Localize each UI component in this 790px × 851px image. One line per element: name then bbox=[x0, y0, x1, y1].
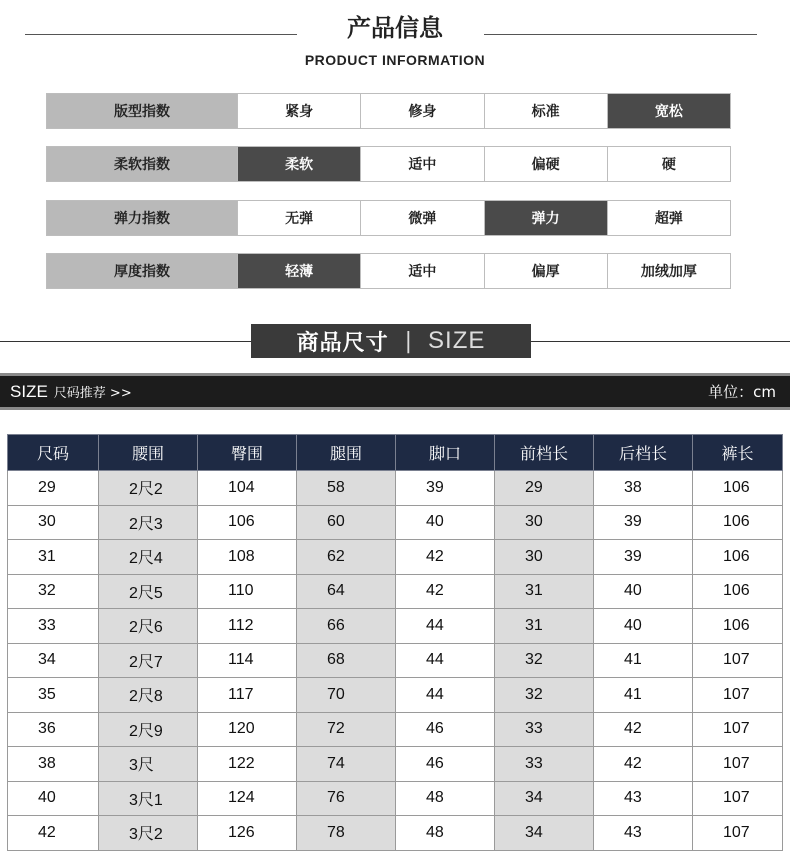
table-cell: 30 bbox=[495, 540, 594, 575]
table-cell: 2尺3 bbox=[99, 505, 198, 540]
table-cell: 33 bbox=[495, 712, 594, 747]
table-cell: 72 bbox=[297, 712, 396, 747]
table-cell: 44 bbox=[396, 678, 495, 713]
attr-option: 修身 bbox=[361, 94, 484, 128]
table-cell: 42 bbox=[594, 747, 693, 782]
size-table bbox=[7, 434, 783, 851]
column-header: 前档长 bbox=[495, 435, 594, 471]
table-cell: 107 bbox=[693, 781, 783, 816]
table-cell: 42 bbox=[594, 712, 693, 747]
table-cell: 40 bbox=[594, 574, 693, 609]
table-cell: 32 bbox=[495, 643, 594, 678]
table-cell: 48 bbox=[396, 781, 495, 816]
table-cell: 42 bbox=[8, 816, 99, 851]
table-cell: 106 bbox=[693, 574, 783, 609]
size-line-left bbox=[0, 341, 251, 342]
table-cell: 48 bbox=[396, 816, 495, 851]
table-cell: 41 bbox=[594, 678, 693, 713]
table-cell: 31 bbox=[8, 540, 99, 575]
table-cell: 44 bbox=[396, 609, 495, 644]
table-cell: 38 bbox=[594, 471, 693, 506]
table-row bbox=[8, 540, 783, 575]
attr-label: 版型指数 bbox=[47, 94, 238, 128]
table-cell: 117 bbox=[198, 678, 297, 713]
table-cell: 36 bbox=[8, 712, 99, 747]
table-cell: 44 bbox=[396, 643, 495, 678]
table-cell: 2尺7 bbox=[99, 643, 198, 678]
table-cell: 3尺1 bbox=[99, 781, 198, 816]
table-cell: 64 bbox=[297, 574, 396, 609]
table-cell: 39 bbox=[396, 471, 495, 506]
table-row bbox=[8, 747, 783, 782]
table-cell: 107 bbox=[693, 747, 783, 782]
size-band bbox=[0, 373, 790, 410]
attr-option: 超弹 bbox=[608, 201, 730, 235]
table-cell: 107 bbox=[693, 643, 783, 678]
table-row bbox=[8, 505, 783, 540]
attr-row-elasticity bbox=[46, 200, 731, 236]
attr-label: 厚度指数 bbox=[47, 254, 238, 288]
table-cell: 3尺 bbox=[99, 747, 198, 782]
table-cell: 110 bbox=[198, 574, 297, 609]
table-cell: 106 bbox=[693, 471, 783, 506]
table-row bbox=[8, 574, 783, 609]
table-cell: 107 bbox=[693, 678, 783, 713]
table-cell: 43 bbox=[594, 816, 693, 851]
column-header: 脚口 bbox=[396, 435, 495, 471]
table-row bbox=[8, 678, 783, 713]
table-cell: 33 bbox=[495, 747, 594, 782]
size-title-cn: 商品尺寸 bbox=[296, 330, 389, 356]
table-cell: 106 bbox=[693, 609, 783, 644]
table-cell: 46 bbox=[396, 712, 495, 747]
table-cell: 104 bbox=[198, 471, 297, 506]
table-cell: 106 bbox=[198, 505, 297, 540]
table-cell: 34 bbox=[495, 816, 594, 851]
attr-option: 无弹 bbox=[238, 201, 361, 235]
table-cell: 106 bbox=[693, 505, 783, 540]
table-cell: 43 bbox=[594, 781, 693, 816]
table-cell: 124 bbox=[198, 781, 297, 816]
table-row bbox=[8, 712, 783, 747]
table-cell: 38 bbox=[8, 747, 99, 782]
attr-option: 偏厚 bbox=[485, 254, 608, 288]
attr-option: 标准 bbox=[485, 94, 608, 128]
table-cell: 39 bbox=[594, 505, 693, 540]
attr-option: 加绒加厚 bbox=[608, 254, 730, 288]
column-header: 裤长 bbox=[693, 435, 783, 471]
size-table-body bbox=[8, 471, 783, 851]
table-row bbox=[8, 609, 783, 644]
table-cell: 60 bbox=[297, 505, 396, 540]
table-row bbox=[8, 816, 783, 851]
band-recommend-label: 尺码推荐 >> bbox=[53, 385, 132, 401]
attr-option: 适中 bbox=[361, 254, 484, 288]
table-cell: 2尺6 bbox=[99, 609, 198, 644]
attr-option: 弹力 bbox=[485, 201, 608, 235]
table-cell: 31 bbox=[495, 609, 594, 644]
page-subtitle: PRODUCT INFORMATION bbox=[304, 52, 486, 68]
attr-label: 弹力指数 bbox=[47, 201, 238, 235]
size-title-separator: | bbox=[404, 328, 413, 354]
table-cell: 74 bbox=[297, 747, 396, 782]
table-cell: 58 bbox=[297, 471, 396, 506]
table-cell: 30 bbox=[8, 505, 99, 540]
table-cell: 32 bbox=[8, 574, 99, 609]
attr-option: 微弹 bbox=[361, 201, 484, 235]
table-cell: 33 bbox=[8, 609, 99, 644]
size-line-right bbox=[531, 341, 790, 342]
table-cell: 35 bbox=[8, 678, 99, 713]
table-cell: 2尺8 bbox=[99, 678, 198, 713]
table-cell: 126 bbox=[198, 816, 297, 851]
table-cell: 32 bbox=[495, 678, 594, 713]
table-cell: 42 bbox=[396, 574, 495, 609]
table-cell: 112 bbox=[198, 609, 297, 644]
attr-option: 柔软 bbox=[238, 147, 361, 181]
size-title-en: SIZE bbox=[428, 327, 486, 354]
table-cell: 3尺2 bbox=[99, 816, 198, 851]
attr-row-softness bbox=[46, 146, 731, 182]
table-cell: 70 bbox=[297, 678, 396, 713]
table-cell: 30 bbox=[495, 505, 594, 540]
table-row bbox=[8, 643, 783, 678]
column-header: 腰围 bbox=[99, 435, 198, 471]
table-cell: 29 bbox=[495, 471, 594, 506]
table-cell: 41 bbox=[594, 643, 693, 678]
table-cell: 106 bbox=[693, 540, 783, 575]
band-size-label: SIZE bbox=[10, 381, 48, 401]
table-cell: 40 bbox=[594, 609, 693, 644]
table-header-row bbox=[8, 435, 783, 471]
table-cell: 120 bbox=[198, 712, 297, 747]
attr-option: 宽松 bbox=[608, 94, 730, 128]
table-cell: 46 bbox=[396, 747, 495, 782]
table-cell: 107 bbox=[693, 712, 783, 747]
size-title-banner bbox=[251, 324, 531, 358]
table-cell: 78 bbox=[297, 816, 396, 851]
table-cell: 2尺9 bbox=[99, 712, 198, 747]
attr-option: 轻薄 bbox=[238, 254, 361, 288]
table-cell: 108 bbox=[198, 540, 297, 575]
table-cell: 62 bbox=[297, 540, 396, 575]
table-cell: 31 bbox=[495, 574, 594, 609]
table-cell: 2尺5 bbox=[99, 574, 198, 609]
column-header: 臀围 bbox=[198, 435, 297, 471]
table-cell: 2尺2 bbox=[99, 471, 198, 506]
attr-row-fit bbox=[46, 93, 731, 129]
unit-label: 单位：cm bbox=[708, 383, 776, 401]
table-cell: 39 bbox=[594, 540, 693, 575]
table-cell: 66 bbox=[297, 609, 396, 644]
table-cell: 40 bbox=[396, 505, 495, 540]
attr-option: 偏硬 bbox=[485, 147, 608, 181]
table-cell: 29 bbox=[8, 471, 99, 506]
table-cell: 107 bbox=[693, 816, 783, 851]
table-cell: 122 bbox=[198, 747, 297, 782]
table-row bbox=[8, 471, 783, 506]
column-header: 尺码 bbox=[8, 435, 99, 471]
attr-option: 硬 bbox=[608, 147, 730, 181]
table-cell: 34 bbox=[8, 643, 99, 678]
table-cell: 42 bbox=[396, 540, 495, 575]
page-title: 产品信息 bbox=[347, 14, 443, 42]
table-cell: 114 bbox=[198, 643, 297, 678]
table-cell: 2尺4 bbox=[99, 540, 198, 575]
table-row bbox=[8, 781, 783, 816]
attr-row-thickness bbox=[46, 253, 731, 289]
attr-option: 紧身 bbox=[238, 94, 361, 128]
table-cell: 34 bbox=[495, 781, 594, 816]
column-header: 腿围 bbox=[297, 435, 396, 471]
table-cell: 68 bbox=[297, 643, 396, 678]
table-cell: 76 bbox=[297, 781, 396, 816]
table-cell: 40 bbox=[8, 781, 99, 816]
attr-option: 适中 bbox=[361, 147, 484, 181]
column-header: 后档长 bbox=[594, 435, 693, 471]
size-recommend bbox=[10, 382, 132, 402]
attr-label: 柔软指数 bbox=[47, 147, 238, 181]
